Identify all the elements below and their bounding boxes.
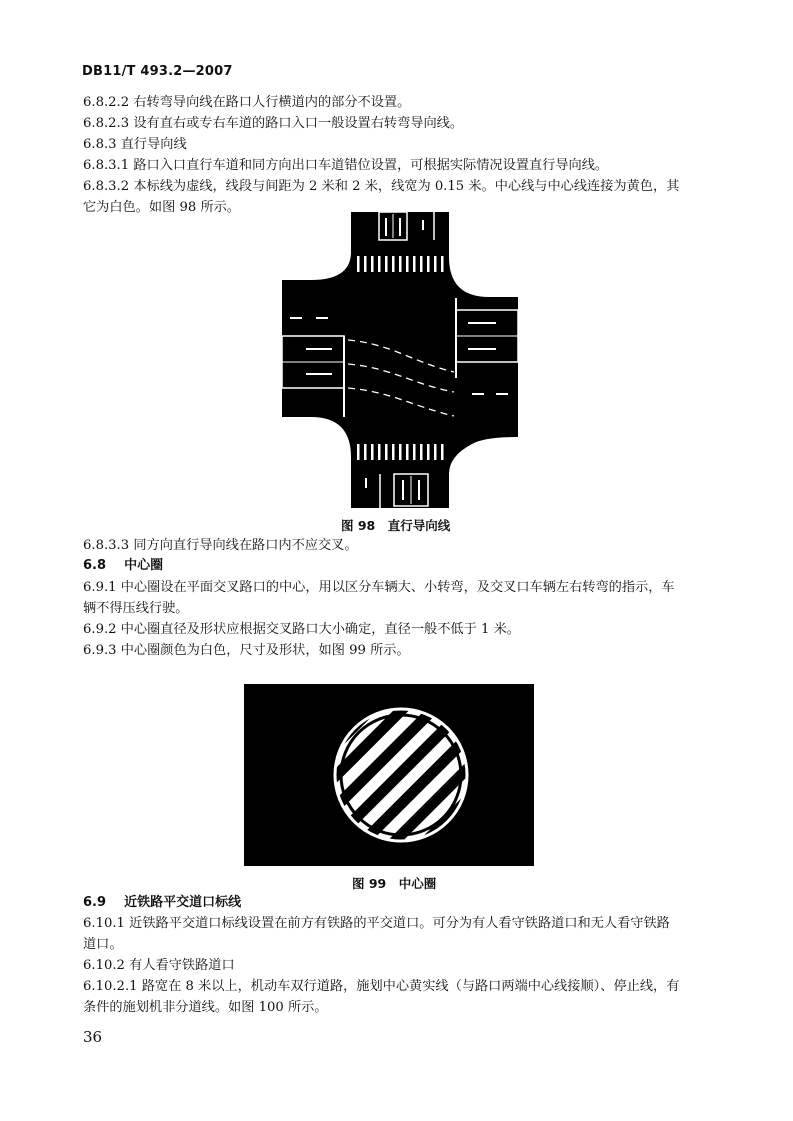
page-number: 36 (83, 1028, 103, 1046)
paragraph-6-9-2: 6.9.2 中心圈直径及形状应根据交叉路口大小确定，直径一般不低于 1 米。 (83, 622, 520, 637)
section-title: 近铁路平交道口标线 (124, 895, 242, 910)
heading-6-8-3: 6.8.3 直行导向线 (83, 137, 187, 152)
paragraph-6-8-2-3: 6.8.2.3 设有直右或专右车道的路口入口一般设置右转弯导向线。 (83, 116, 464, 131)
paragraph-6-10-1-cont: 道口。 (83, 937, 123, 952)
paragraph-6-9-1-cont: 辆不得压线行驶。 (83, 601, 189, 616)
section-number: 6.8 (83, 558, 107, 573)
paragraph-6-8-3-3: 6.8.3.3 同方向直行导向线在路口内不应交叉。 (83, 538, 358, 553)
section-title: 中心圈 (124, 558, 164, 573)
section-number: 6.9 (83, 895, 107, 910)
paragraph-6-8-3-1: 6.8.3.1 路口入口直行车道和同方向出口车道错位设置，可根据实际情况设置直行导向线。 (83, 158, 609, 173)
figure-99-center-circle-diagram (244, 684, 534, 866)
paragraph-6-10-2-1-cont: 条件的施划机非分道线。如图 100 所示。 (83, 1000, 328, 1015)
paragraph-6-9-1: 6.9.1 中心圈设在平面交叉路口的中心，用以区分车辆大、小转弯，及交叉口车辆左右转弯的指示，车 (83, 580, 675, 595)
paragraph-6-10-2-1: 6.10.2.1 路宽在 8 米以上，机动车双行道路，施划中心黄实线（与路口两端中心线接顺）、停止线，有 (83, 979, 680, 994)
paragraph-6-9-3: 6.9.3 中心圈颜色为白色，尺寸及形状，如图 99 所示。 (83, 643, 410, 658)
paragraph-6-10-1: 6.10.1 近铁路平交道口标线设置在前方有铁路的平交道口。可分为有人看守铁路道口和无人看守铁路 (83, 916, 670, 931)
paragraph-6-8-3-2-cont: 它为白色。如图 98 所示。 (83, 200, 241, 215)
figure-98-caption: 图 98 直行导向线 (341, 518, 451, 533)
document-header-id: DB11/T 493.2—2007 (82, 64, 233, 79)
section-heading-railway-crossing (83, 894, 241, 912)
section-heading-center-circle (83, 557, 163, 575)
figure-99-caption: 图 99 中心圈 (352, 876, 437, 891)
paragraph-6-10-2: 6.10.2 有人看守铁路道口 (83, 958, 235, 973)
paragraph-6-8-3-2: 6.8.3.2 本标线为虚线，线段与间距为 2 米和 2 米，线宽为 0.15 米。中心线与中心线连接为黄色，其 (83, 179, 680, 194)
figure-98-intersection-diagram (282, 212, 518, 508)
paragraph-6-8-2-2: 6.8.2.2 右转弯导向线在路口人行横道内的部分不设置。 (83, 95, 411, 110)
